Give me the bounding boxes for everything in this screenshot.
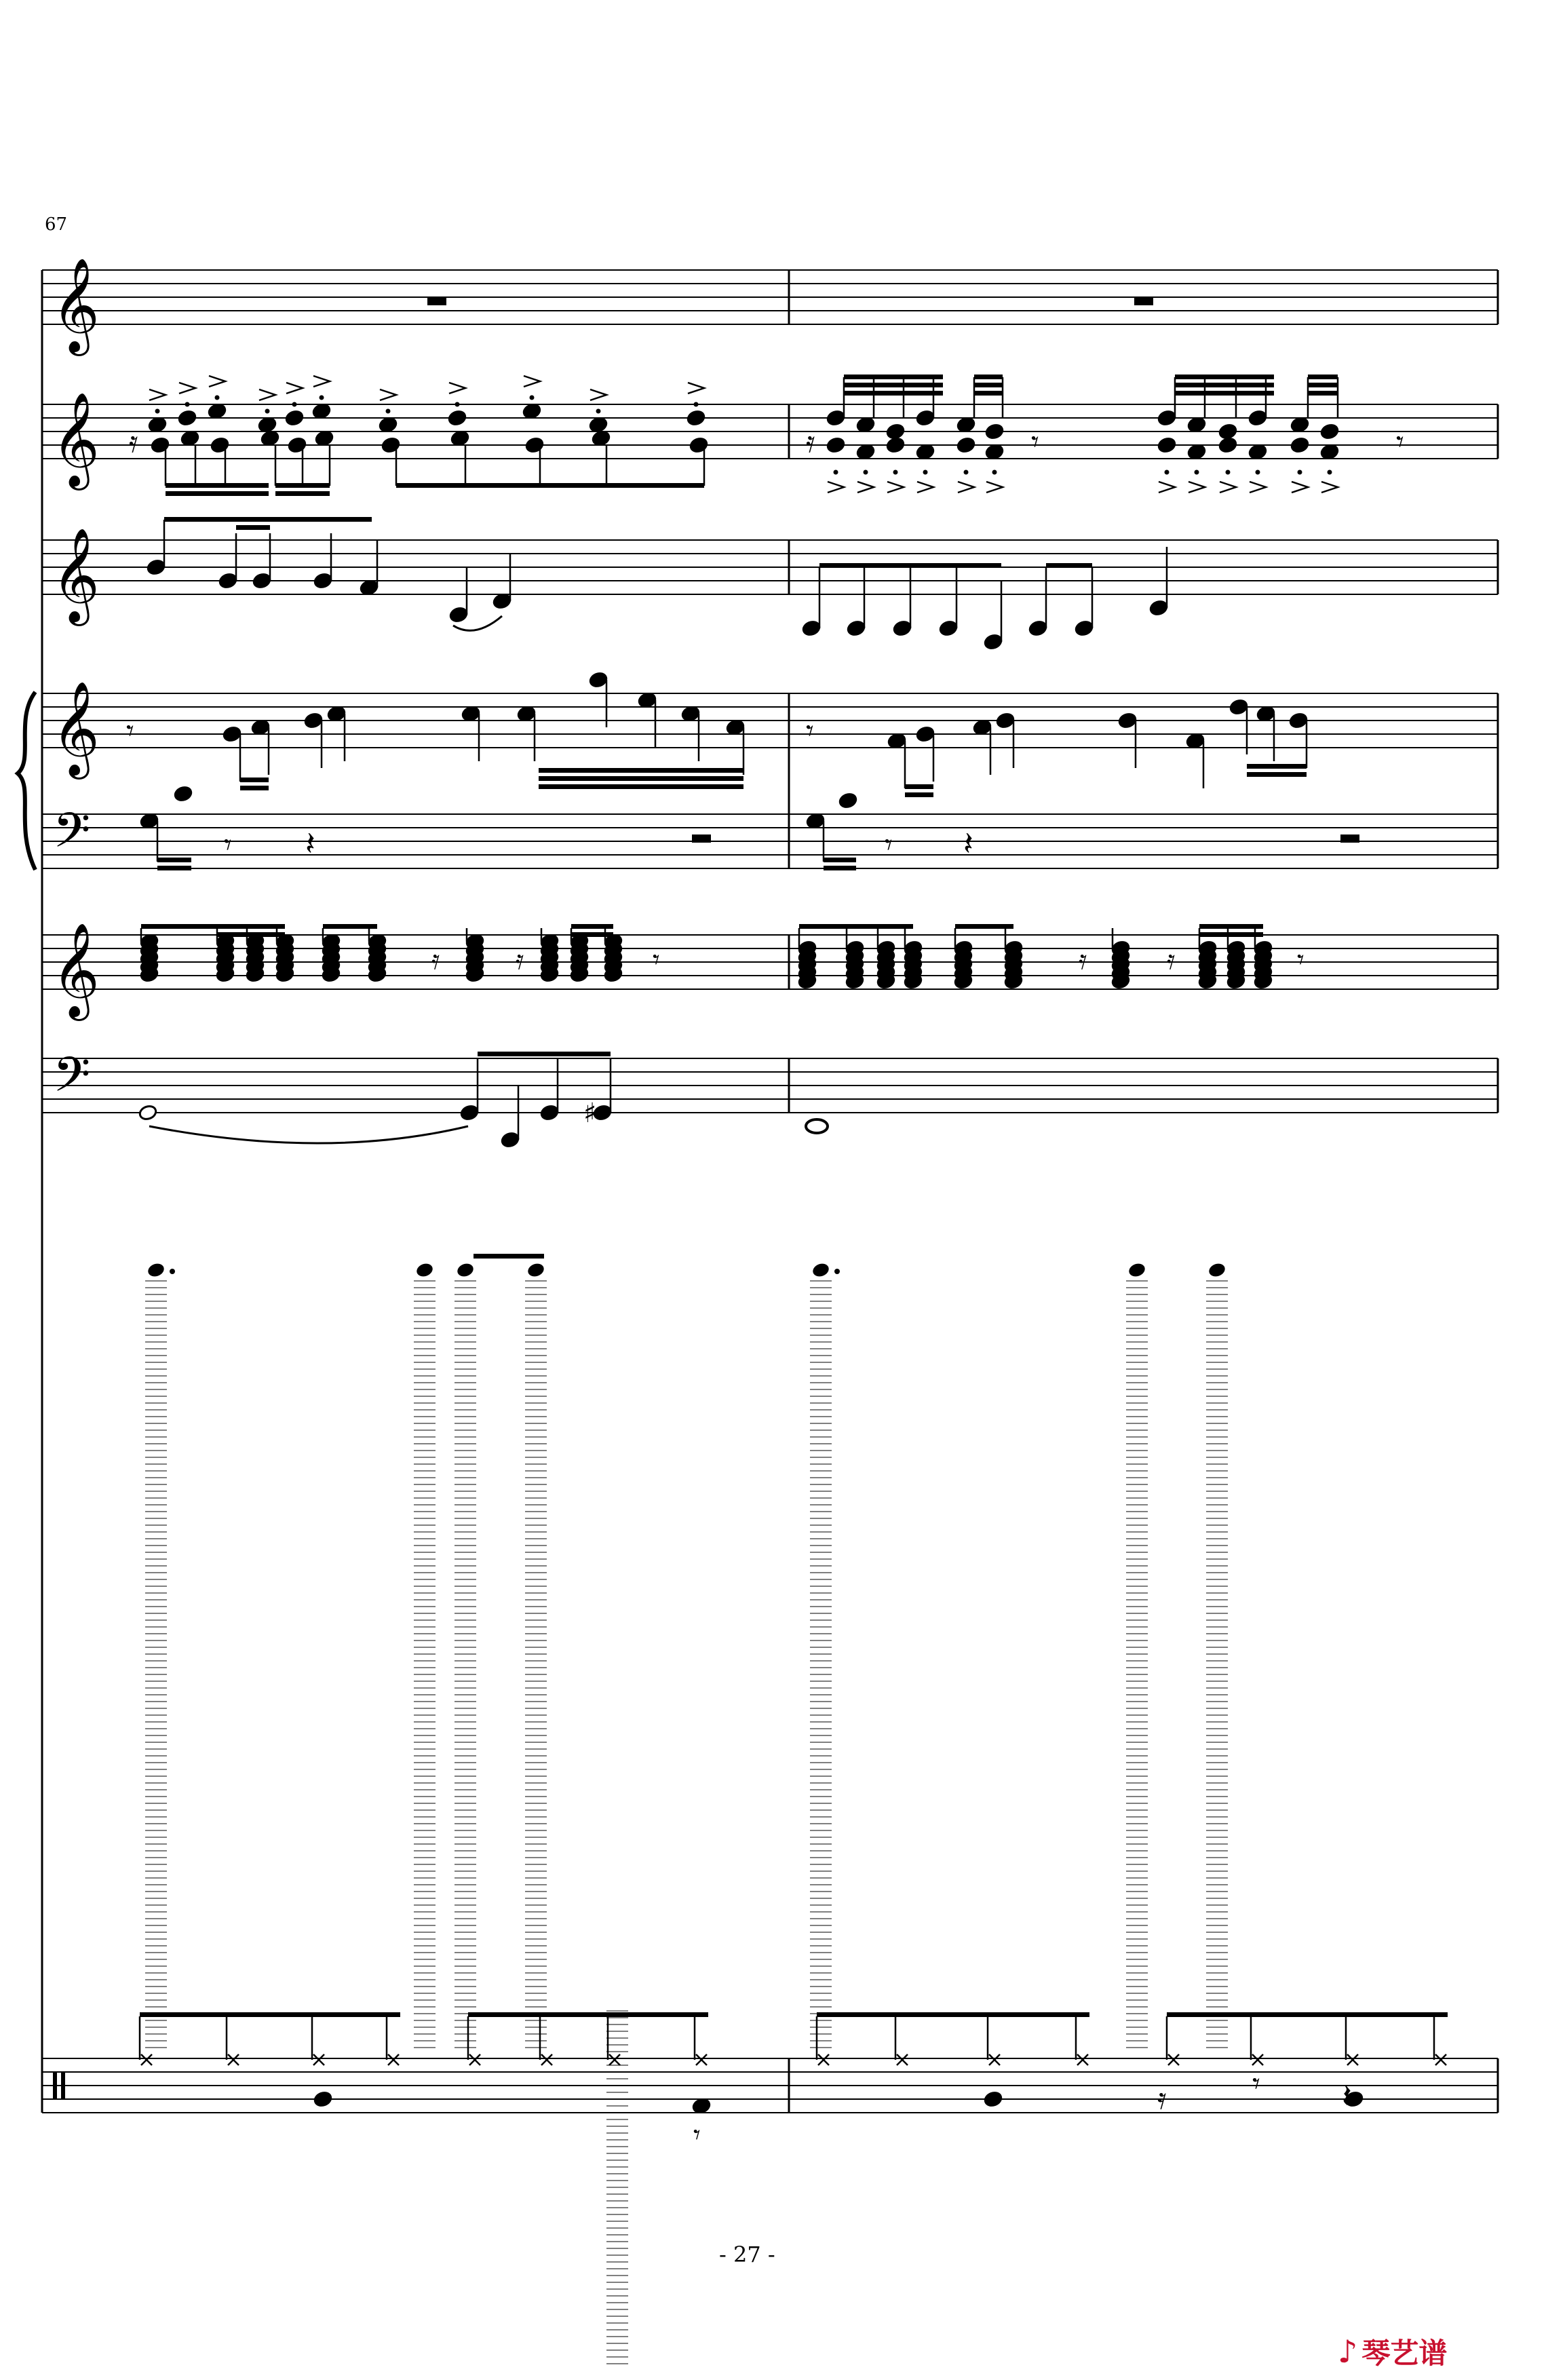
beam [955, 924, 1013, 929]
notehead [381, 436, 401, 453]
accent-mark [209, 376, 225, 387]
accent-mark [828, 482, 844, 493]
notehead [856, 443, 876, 460]
percussion-note [1207, 1261, 1227, 1278]
notehead [689, 436, 709, 453]
beam [817, 2012, 1089, 2017]
beam [240, 786, 269, 790]
beam [474, 1254, 544, 1259]
treble-staff-1 [42, 270, 1498, 324]
beam [1175, 375, 1274, 379]
staccato-dot [185, 402, 190, 407]
notehead [315, 429, 334, 446]
x-notehead [989, 2054, 1000, 2065]
notehead [260, 429, 280, 446]
notehead [887, 732, 907, 749]
notehead [886, 436, 906, 453]
accent-mark [590, 389, 606, 400]
staccato-dot [596, 409, 601, 414]
treble-staff-2 [42, 404, 1498, 459]
notehead [1186, 732, 1205, 749]
notehead [589, 416, 608, 433]
notehead [1320, 443, 1340, 460]
notehead [1248, 409, 1268, 426]
rest: 𝄿 [1079, 944, 1087, 976]
notehead [251, 718, 271, 735]
rest: 𝄾 [1297, 944, 1305, 976]
rest: 𝄾 [1031, 425, 1039, 459]
accent-mark [857, 482, 874, 493]
rest: 𝄾 [806, 714, 814, 748]
logo-text: 琴艺谱 [1361, 2337, 1448, 2370]
beam [164, 517, 372, 522]
accent-mark [688, 383, 704, 394]
rest: 𝄾 [885, 828, 893, 862]
accent-mark [1250, 482, 1266, 493]
rest: 𝄾 [1396, 425, 1404, 459]
beam [1247, 772, 1307, 777]
accent-mark [149, 389, 166, 400]
notehead [1187, 416, 1207, 433]
x-notehead [469, 2054, 480, 2065]
staccato-dot [455, 402, 460, 407]
rest: 𝄾 [693, 2119, 701, 2151]
beam [1247, 764, 1307, 769]
beam [478, 1052, 611, 1056]
notehead [984, 633, 1003, 650]
notehead [460, 1104, 480, 1121]
x-notehead [1435, 2054, 1446, 2065]
publisher-logo [1338, 2331, 1447, 2372]
notehead [638, 691, 657, 708]
beam [571, 924, 613, 929]
notehead [856, 416, 876, 433]
beam [1167, 2012, 1448, 2017]
x-notehead [1347, 2054, 1358, 2065]
notehead [304, 712, 324, 729]
rest: 𝄽 [963, 825, 973, 863]
beam [468, 2012, 708, 2017]
treble-clef-icon: 𝄞 [52, 258, 100, 352]
accent-mark [313, 376, 330, 387]
beam [217, 932, 285, 937]
bass-clef-icon: 𝄢 [53, 1047, 91, 1115]
percussion-note [456, 1261, 476, 1278]
grand-staff-brace [18, 692, 35, 870]
accent-mark [259, 389, 275, 400]
rest: 𝄽 [1342, 2077, 1352, 2115]
piano-bass [42, 814, 1498, 868]
notehead [208, 402, 227, 419]
notehead [151, 436, 170, 453]
percussion-note [415, 1261, 435, 1278]
notehead [1118, 712, 1138, 729]
staccato-dot [1256, 470, 1260, 475]
accent-mark [179, 383, 195, 394]
notehead [1157, 436, 1177, 453]
x-notehead [313, 2054, 324, 2065]
beam [396, 483, 704, 488]
percussion-note [1127, 1261, 1147, 1278]
notehead [461, 705, 481, 722]
beam [1046, 563, 1092, 568]
staccato-dot [386, 409, 391, 414]
percussion-clef-icon [61, 2072, 65, 2099]
rest: 𝄽 [305, 825, 315, 863]
notehead [1149, 599, 1169, 616]
accent-mark [887, 482, 904, 493]
notehead [517, 705, 537, 722]
rest: 𝄿 [129, 425, 138, 459]
x-notehead [1168, 2054, 1179, 2065]
notehead [285, 409, 305, 426]
accent-mark [286, 383, 303, 394]
dot [170, 1269, 175, 1274]
staccato-dot [1298, 470, 1302, 475]
notehead [916, 725, 935, 742]
staccato-dot [1226, 470, 1231, 475]
staccato-dot [292, 402, 297, 407]
beam [905, 792, 933, 797]
beam [819, 563, 1001, 568]
notehead [985, 443, 1005, 460]
beam [1308, 391, 1338, 396]
notehead [806, 812, 826, 829]
treble-clef-icon: 𝄞 [52, 392, 100, 486]
beam [974, 383, 1003, 387]
dot [834, 1269, 840, 1274]
notehead [589, 671, 608, 688]
notehead [379, 416, 398, 433]
accent-mark [524, 376, 540, 387]
staccato-dot [992, 470, 997, 475]
rest: 𝄾 [1252, 2067, 1260, 2101]
beam [974, 375, 1003, 379]
notehead [1290, 436, 1310, 453]
rest: 𝄾 [126, 714, 134, 748]
notehead [140, 812, 159, 829]
beam [240, 778, 269, 782]
beam [166, 491, 269, 496]
x-notehead [609, 2054, 620, 2065]
treble-clef-icon: 𝄞 [52, 923, 100, 1017]
beam [824, 866, 856, 870]
staccato-dot [864, 470, 868, 475]
rest: 𝄿 [1167, 944, 1176, 976]
x-notehead [818, 2054, 829, 2065]
notehead [1075, 619, 1094, 636]
x-notehead [541, 2054, 552, 2065]
page-number: - 27 - [719, 2242, 775, 2267]
notehead [847, 619, 866, 636]
notehead [148, 416, 168, 433]
notehead [973, 718, 992, 735]
notehead [501, 1131, 520, 1148]
notehead [1256, 705, 1276, 722]
notehead [956, 436, 976, 453]
notehead [1028, 619, 1048, 636]
staccato-dot [530, 396, 535, 400]
notehead [138, 1104, 158, 1121]
notehead [1229, 698, 1249, 715]
notehead [726, 718, 746, 735]
beam [844, 383, 943, 387]
staccato-dot [1328, 470, 1332, 475]
rest: 𝄾 [653, 944, 660, 976]
notehead [522, 402, 542, 419]
notehead [1320, 423, 1340, 440]
accent-mark [958, 482, 974, 493]
notehead [450, 429, 470, 446]
treble-clef-icon: 𝄞 [52, 681, 100, 775]
notehead [178, 409, 197, 426]
notehead [360, 579, 379, 596]
staccato-dot [155, 409, 160, 414]
whole-note [806, 1119, 828, 1133]
rest: 𝄿 [806, 425, 815, 459]
accent-mark [1220, 482, 1236, 493]
percussion-note [526, 1261, 546, 1278]
notehead [1218, 436, 1238, 453]
beam [539, 784, 743, 789]
beam [323, 924, 377, 929]
staccato-dot [265, 409, 270, 414]
notehead [288, 436, 307, 453]
notehead [916, 409, 935, 426]
accent-mark [917, 482, 933, 493]
percussion-note [811, 1261, 831, 1278]
x-notehead [141, 2054, 152, 2065]
staccato-dot [964, 470, 969, 475]
logo-note-icon: ♪ [1338, 2333, 1358, 2370]
staccato-dot [1195, 470, 1199, 475]
beam [1175, 391, 1274, 396]
beam [275, 483, 330, 488]
beam [157, 858, 191, 862]
x-notehead [696, 2054, 707, 2065]
beam [844, 391, 943, 396]
beam [1199, 924, 1263, 929]
notehead [258, 416, 277, 433]
notehead [592, 429, 611, 446]
treble-clef-icon: 𝄞 [52, 528, 100, 622]
bass-clef-icon: 𝄢 [53, 803, 91, 870]
notehead [939, 619, 959, 636]
notehead [540, 1104, 560, 1121]
notehead [1290, 416, 1310, 433]
beam [275, 491, 330, 496]
accent-mark [1189, 482, 1205, 493]
notehead [147, 558, 166, 575]
whole-rest [427, 297, 446, 305]
notehead [838, 792, 858, 809]
beam [539, 776, 743, 781]
notehead [1248, 443, 1268, 460]
notehead [916, 443, 935, 460]
staccato-dot [923, 470, 928, 475]
rest: 𝄿 [1157, 2081, 1167, 2116]
rest: 𝄿 [516, 944, 524, 976]
x-notehead [897, 2054, 908, 2065]
beam [824, 858, 856, 862]
staccato-dot [1165, 470, 1170, 475]
notehead [1289, 712, 1309, 729]
notehead [984, 2090, 1003, 2107]
x-notehead [388, 2054, 399, 2065]
x-notehead [1252, 2054, 1263, 2065]
tie [149, 1126, 468, 1143]
staccato-dot [893, 470, 898, 475]
half-rest [1340, 834, 1359, 843]
beam [539, 768, 743, 773]
notehead [449, 606, 469, 623]
accent-mark [380, 389, 396, 400]
notehead [692, 2097, 712, 2114]
notehead [525, 436, 545, 453]
rest: 𝄿 [431, 944, 440, 976]
percussion-note [147, 1261, 166, 1278]
notehead [312, 402, 332, 419]
notehead [826, 409, 846, 426]
notehead [174, 785, 193, 802]
notehead [886, 423, 906, 440]
beam [166, 483, 269, 488]
beam [1199, 932, 1263, 937]
accent-mark [1159, 482, 1175, 493]
notehead [252, 572, 272, 589]
notehead [996, 712, 1016, 729]
notehead [1157, 409, 1177, 426]
notehead [210, 436, 230, 453]
staccato-dot [320, 396, 324, 400]
staccato-dot [834, 470, 838, 475]
beam [140, 2012, 400, 2017]
accent-mark [1321, 482, 1338, 493]
beam [157, 866, 191, 870]
beam [844, 375, 943, 379]
accent-mark [986, 482, 1003, 493]
notehead [985, 423, 1005, 440]
notehead [218, 572, 238, 589]
beam [905, 784, 933, 789]
whole-rest [1134, 297, 1153, 305]
beam [141, 924, 285, 929]
notehead [802, 619, 822, 636]
notehead [681, 705, 701, 722]
beam [571, 932, 613, 937]
percussion-clef-icon [53, 2072, 57, 2099]
notehead [180, 429, 200, 446]
x-notehead [228, 2054, 239, 2065]
bass-staff-7 [42, 1058, 1498, 1113]
sharp-icon: ♯ [583, 1098, 597, 1129]
half-rest [692, 834, 711, 843]
beam [236, 525, 270, 530]
notehead [956, 416, 976, 433]
notehead [492, 592, 512, 609]
percussion-staff [42, 2058, 1498, 2113]
notehead [1218, 423, 1238, 440]
beam [1308, 375, 1338, 379]
notehead [313, 2090, 333, 2107]
accent-mark [449, 383, 465, 394]
beam [1308, 383, 1338, 387]
rest: 𝄾 [224, 828, 232, 862]
barlines [18, 270, 1498, 2113]
beam [974, 391, 1003, 396]
measure-number: 67 [45, 214, 68, 235]
staccato-dot [215, 396, 220, 400]
notehead [327, 705, 347, 722]
beam [799, 924, 913, 929]
notehead [223, 725, 242, 742]
notehead [313, 572, 333, 589]
x-notehead [1077, 2054, 1088, 2065]
staccato-dot [694, 402, 699, 407]
accent-mark [1292, 482, 1308, 493]
notehead [687, 409, 706, 426]
notation-marks [126, 297, 1448, 2364]
notehead [826, 436, 846, 453]
staff-lines [42, 270, 1498, 2113]
clefs [52, 258, 100, 2099]
notehead [893, 619, 912, 636]
notehead [1187, 443, 1207, 460]
beam [1175, 383, 1274, 387]
notehead [448, 409, 467, 426]
